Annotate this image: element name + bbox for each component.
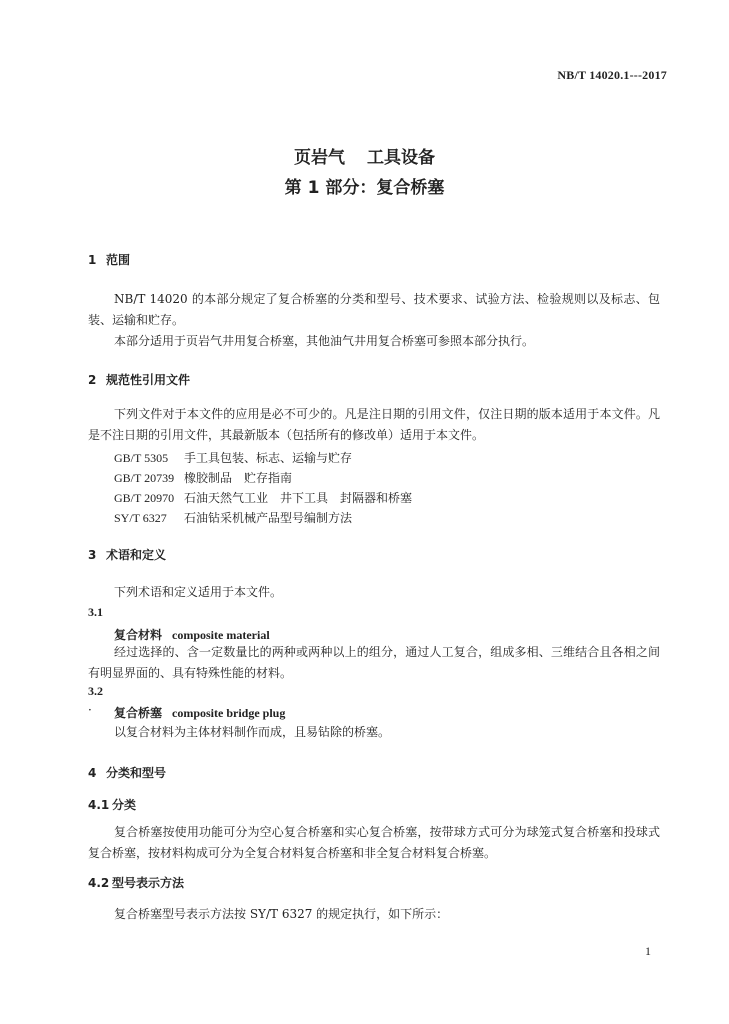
section-number: 4 [88,766,97,780]
section-number: 1 [88,253,97,267]
reference-title: 橡胶制品 贮存指南 [184,471,293,485]
section-title: 范围 [106,253,131,267]
section-number: 4.2 [88,876,110,890]
section-1-paragraph-1: NB/T 14020 的本部分规定了复合桥塞的分类和型号、技术要求、试验方法、检验规则以及标志、包装、运输和贮存。 [88,292,660,327]
term-composite-material [114,626,270,643]
term-chinese: 复合桥塞 [114,706,163,720]
term-english: composite bridge plug [172,706,286,720]
section-title: 分类 [112,798,137,812]
section-1-heading [88,251,130,268]
term-english: composite material [172,628,270,642]
reference-title: 手工具包装、标志、运输与贮存 [184,451,353,465]
section-title: 分类和型号 [106,766,167,780]
clause-3-2-number: 3.2 [88,684,103,698]
section-title: 术语和定义 [106,548,167,562]
document-title-line1 [0,143,729,168]
section-4-heading [88,764,166,781]
reference-code: GB/T 20739 [114,471,175,485]
section-4-2-paragraph: 复合桥塞型号表示方法按 SY/T 6327 的规定执行，如下所示： [114,907,449,921]
title-part-b: 工具设备 [367,148,435,168]
reference-item [114,509,352,526]
bullet-mark: · [88,703,92,717]
section-number: 3 [88,548,97,562]
section-2-heading [88,371,190,388]
reference-title: 石油钻采机械产品型号编制方法 [184,511,353,525]
section-title: 规范性引用文件 [106,373,191,387]
section-4-1-paragraph: 复合桥塞按使用功能可分为空心复合桥塞和实心复合桥塞，按带球方式可分为球笼式复合桥塞和投球式复合桥塞，按材料构成可分为全复合材料复合桥塞和非全复合材料复合桥塞。 [88,825,660,860]
reference-code: SY/T 6327 [114,511,167,525]
definition-3-1: 经过选择的、含一定数量比的两种或两种以上的组分，通过人工复合，组成多相、三维结合且各相之间有明显界面的、具有特殊性能的材料。 [88,645,660,680]
document-title-line2: 第 1 部分：复合桥塞 [284,178,445,198]
section-4-1-heading [88,796,136,813]
section-1-paragraph-2: 本部分适用于页岩气井用复合桥塞，其他油气井用复合桥塞可参照本部分执行。 [114,334,535,348]
page-number: 1 [645,944,651,958]
section-3-intro: 下列术语和定义适用于本文件。 [114,585,283,599]
section-number: 2 [88,373,97,387]
reference-code: GB/T 20970 [114,491,175,505]
section-title: 型号表示方法 [112,876,185,890]
reference-item [114,469,292,486]
section-4-2-heading [88,874,184,891]
reference-item [114,489,412,506]
reference-title: 石油天然气工业 井下工具 封隔器和桥塞 [184,491,413,505]
section-number: 4.1 [88,798,110,812]
reference-item [114,449,352,466]
definition-3-2: 以复合材料为主体材料制作而成，且易钻除的桥塞。 [114,725,391,739]
term-composite-bridge-plug [114,704,285,721]
standard-code: NB/T 14020.1---2017 [557,68,667,82]
section-2-intro: 下列文件对于本文件的应用是必不可少的。凡是注日期的引用文件，仅注日期的版本适用于本文件。凡是不注日期的引用文件，其最新版本（包括所有的修改单）适用于本文件。 [88,407,660,442]
title-part-a: 页岩气 [294,148,345,168]
section-3-heading [88,546,166,563]
clause-3-1-number: 3.1 [88,605,103,619]
reference-code: GB/T 5305 [114,451,169,465]
term-chinese: 复合材料 [114,628,163,642]
